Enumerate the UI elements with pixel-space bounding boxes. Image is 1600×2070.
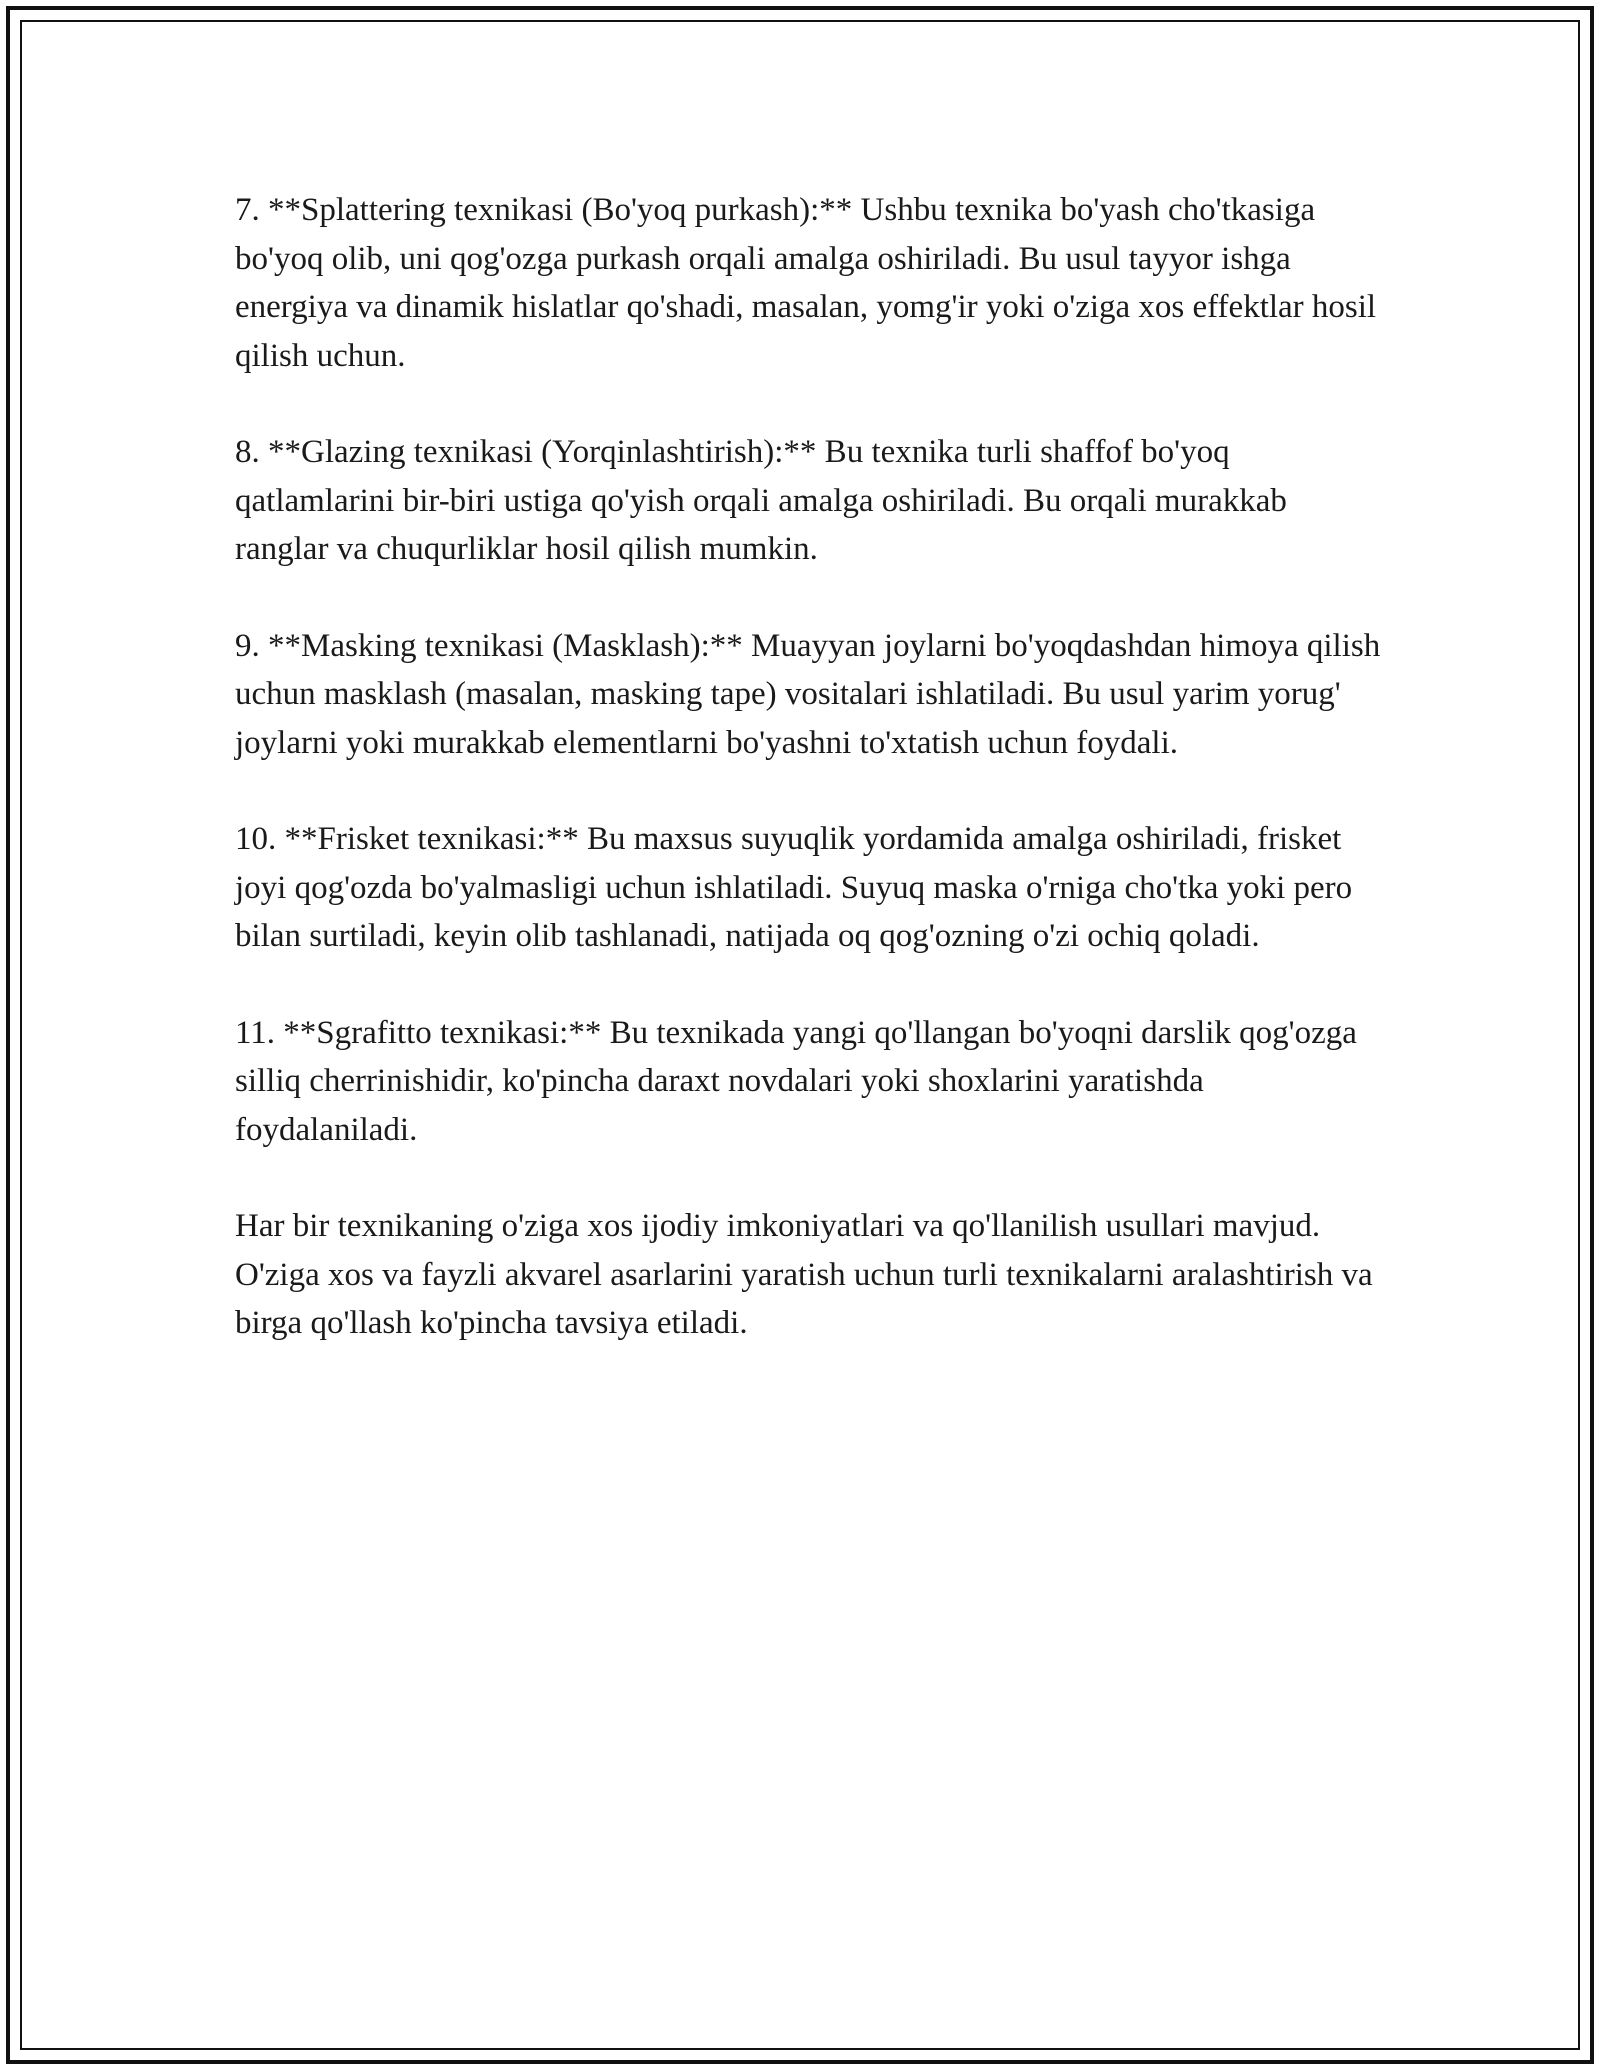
paragraph-masking: 9. **Masking texnikasi (Masklash):** Muayyan joylarni bo'yoqdashdan himoya qilish uchun masklash (masalan, masking tape) vositalari ishlatiladi. Bu usul yarim yorug' joylarni yoki murakkab elementlarni bo'yashni to'xtatish uchun foydali. <box>235 627 1381 761</box>
paragraph-splattering: 7. **Splattering texnikasi (Bo'yoq purkash):** Ushbu texnika bo'yash cho'tkasiga bo'yoq olib, uni qog'ozga purkash orqali amalga oshiriladi. Bu usul tayyor ishga energiya va dinamik hislatlar qo'shadi, masalan, yomg'ir yoki o'ziga xos effektlar hosil qilish uchun. <box>235 192 1377 374</box>
paragraph-frisket: 10. **Frisket texnikasi:** Bu maxsus suyuqlik yordamida amalga oshiriladi, frisket joyi qog'ozda bo'yalmasligi uchun ishlatiladi. Suyuq maska o'rniga cho'tka yoki pero bilan surtiladi, keyin olib tashlanadi, natijada oq qog'ozning o'zi ochiq qoladi. <box>235 821 1353 954</box>
paragraph-sgrafitto: 11. **Sgrafitto texnikasi:** Bu texnikada yangi qo'llangan bo'yoqni darslik qog'ozga silliq cherrinishidir, ko'pincha daraxt novdalari yoki shoxlarini yaratishda foydalaniladi. <box>235 1014 1357 1148</box>
paragraph-conclusion: Har bir texnikaning o'ziga xos ijodiy imkoniyatlari va qo'llanilish usullari mavjud. O'ziga xos va fayzli akvarel asarlarini yaratish uchun turli texnikalarni aralashtirish va birga qo'llash ko'pincha tavsiya etiladi. <box>235 1208 1373 1341</box>
paragraph-glazing: 8. **Glazing texnikasi (Yorqinlashtirish):** Bu texnika turli shaffof bo'yoq qatlamlarini bir-biri ustiga qo'yish orqali amalga oshiriladi. Bu orqali murakkab ranglar va chuqurliklar hosil qilish mumkin. <box>235 434 1287 567</box>
document-body <box>235 186 1385 1396</box>
